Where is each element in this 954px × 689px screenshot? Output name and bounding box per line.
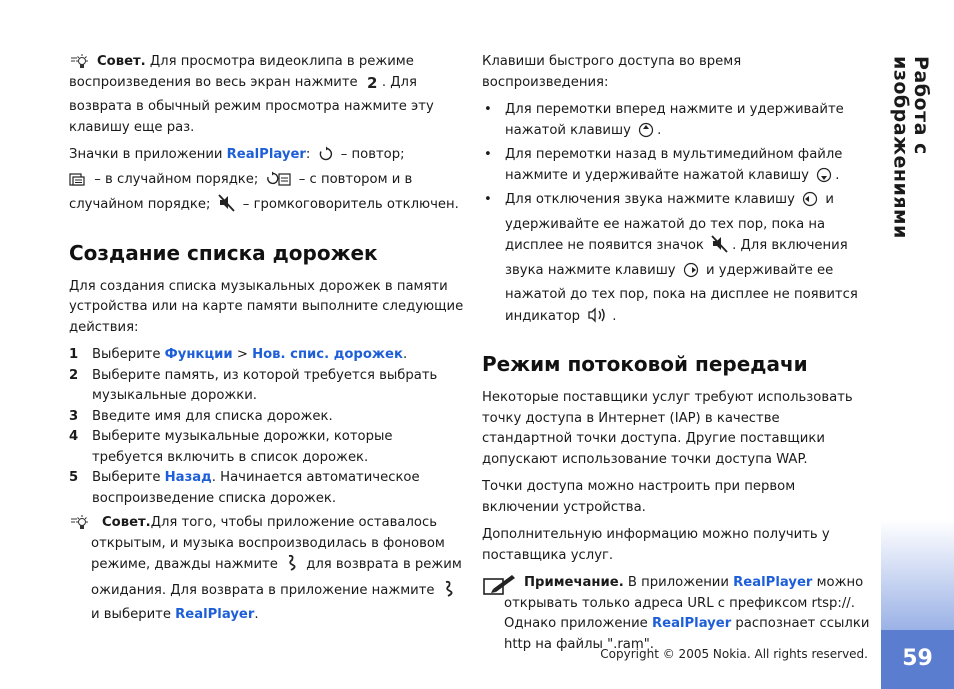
shuffle-icon [69, 171, 87, 195]
streaming-paragraph-2: Точки доступа можно настроить при первом включении устройства. [482, 479, 796, 515]
joystick-left-icon [802, 191, 818, 215]
left-column [69, 52, 465, 633]
copyright-text: Copyright © 2005 Nokia. All rights reserved. [600, 647, 868, 661]
speaker-muted-icon [218, 194, 236, 220]
app-name-realplayer: RealPlayer [226, 147, 306, 162]
key-2-icon [365, 74, 379, 98]
note-icon [483, 574, 517, 604]
streaming-paragraph-1: Некоторые поставщики услуг требуют использовать точку доступа в Интернет (IAP) в качестве стандартной точки доступа. Другие поставщики допускают использование точки доступа WAP. [482, 390, 853, 467]
shortcuts-intro: Клавиши быстрого доступа во время воспроизведения: [482, 54, 742, 90]
svg-text:2: 2 [366, 73, 378, 90]
tip-icon [69, 53, 91, 79]
playlist-intro: Для создания списка музыкальных дорожек в памяти устройства или на карте памяти выполните следующие действия: [69, 278, 464, 335]
joystick-right-icon [683, 262, 699, 286]
app-name-realplayer: RealPlayer [651, 616, 732, 631]
tip-fullscreen: Совет. Для просмотра видеоклипа в режиме воспроизведения во весь экран нажмите 2 . Для возврата в обычный режим просмотра нажмите эту клавишу еще раз. [69, 54, 434, 135]
tip-label: Совет. [102, 515, 151, 530]
section-heading-playlist: Создание списка дорожек [69, 240, 378, 265]
app-name-realplayer: RealPlayer [733, 575, 813, 590]
joystick-down-icon [816, 167, 832, 191]
right-column [482, 52, 870, 662]
menu-key-icon [285, 554, 299, 580]
list-item: • Для перемотки вперед нажмите и удерживайте нажатой клавишу . [482, 100, 870, 145]
section-heading-streaming: Режим потоковой передачи [482, 352, 808, 376]
note-label: Примечание. [524, 575, 624, 590]
chapter-title: Работа с изображениями [889, 56, 932, 239]
playlist-steps [69, 345, 465, 509]
step-item: 2 Выберите память, из которой требуется выбрать музыкальные дорожки. [69, 367, 438, 403]
list-item: • Для отключения звука нажмите клавишу и удерживайте ее нажатой до тех пор, пока на дисплее не появится значок . Для включения звука нажмите клавишу и удерживайте ее нажатой до тех пор, пока на дисплее не появится индикатор . [482, 190, 870, 331]
menu-functions-link[interactable]: Функции [164, 347, 233, 362]
shortcut-list [482, 100, 870, 331]
step-item: 3 Введите имя для списка дорожек. [69, 408, 333, 424]
repeat-shuffle-icon [266, 171, 292, 195]
step-item: 4 Выберите музыкальные дорожки, которые требуется включить в список дорожек. [69, 429, 393, 465]
speaker-on-icon [587, 306, 609, 332]
joystick-up-icon [638, 122, 654, 146]
tip-icon [69, 514, 91, 540]
note-block: Примечание. В приложении RealPlayer можно открывать только адреса URL с префиксом rtsp://. Однако приложение RealPlayer распознает ссылки http на файлы ".ram". [482, 573, 870, 655]
icons-paragraph: Значки в приложении RealPlayer: – повтор; – в случайном порядке; – с повтором и в случайном порядке; – громкоговоритель отключен. [69, 145, 465, 220]
tip-label: Совет. [97, 54, 146, 69]
speaker-muted-icon [711, 235, 729, 261]
menu-key-icon [442, 580, 456, 606]
menu-back-link[interactable]: Назад [164, 470, 212, 485]
menu-new-playlist-link[interactable]: Нов. спис. дорожек [252, 347, 403, 362]
app-name-realplayer: RealPlayer [175, 607, 255, 622]
tip-background: Совет.Для того, чтобы приложение оставалось открытым, и музыка воспроизводилась в фоновом режиме, дважды нажмите для возврата в режим ожидания. Для возврата в приложение нажмите и выберите RealPlayer. [69, 513, 465, 626]
repeat-icon [318, 146, 334, 170]
step-item: 5 Выберите Назад. Начинается автоматическое воспроизведение списка дорожек. [69, 470, 420, 506]
sidebar-gradient [881, 520, 954, 630]
step-item: 1 Выберите Функции > Нов. спис. дорожек. [69, 347, 408, 362]
page-number: 59 [881, 630, 954, 689]
list-item: • Для перемотки назад в мультимедийном файле нажмите и удерживайте нажатой клавишу . [482, 145, 870, 190]
streaming-paragraph-3: Дополнительную информацию можно получить у поставщика услуг. [482, 527, 830, 563]
